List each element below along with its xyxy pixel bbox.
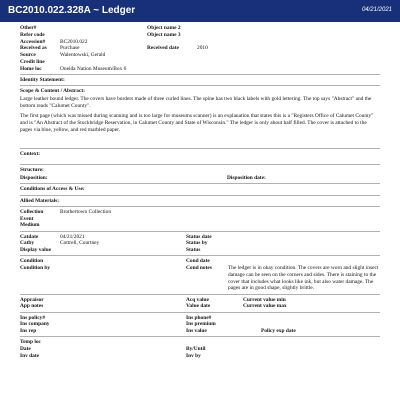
field-value: 04/21/2021: [60, 233, 85, 240]
allied-materials-label: Allied Materials:: [20, 197, 60, 204]
condition-label: Condition: [20, 258, 44, 265]
field-row: [20, 339, 380, 346]
field-label: Credit line: [20, 58, 45, 65]
context-label: Context:: [20, 151, 41, 157]
field-label: Policy exp date: [261, 328, 296, 334]
field-row: [20, 315, 380, 322]
record-header: [0, 0, 400, 22]
medium-label: Medium: [20, 222, 40, 229]
field-row: [20, 32, 380, 39]
field-value: [197, 25, 274, 32]
field-label: Display value: [20, 247, 52, 253]
top-fields: [20, 25, 380, 72]
field-row: [20, 25, 380, 32]
divider: [20, 183, 380, 184]
divider: [20, 255, 380, 256]
divider: [20, 195, 380, 196]
field-row: [20, 66, 380, 73]
field-row: [20, 353, 380, 360]
field-label: Ins policy#: [20, 314, 46, 321]
field-row: [20, 297, 380, 304]
divider: [20, 85, 380, 86]
field-value: [60, 25, 147, 32]
field-label: Current value max: [243, 303, 287, 310]
scope-label: Scope & Content / Abstract:: [20, 88, 85, 94]
field-value: Walentowski, Gerald: [60, 52, 106, 58]
scope-paragraph: Large leather bound ledger. The covers have borders made of three curled lines. The spine has two black labels with gold lettering. The top says "Abstract" and the bottom reads "Calumet County".: [20, 95, 372, 109]
field-label: App notes: [20, 303, 44, 310]
field-value: Oneida Nation Museum/Box 6: [60, 65, 127, 72]
cond-date-label: Cond date: [186, 258, 210, 265]
record-body: [0, 22, 400, 360]
field-row: [20, 234, 380, 241]
divider: [20, 231, 380, 232]
field-label: Object name 3: [147, 31, 181, 38]
record-title: BC2010.022.328A ~ Ledger: [8, 4, 136, 16]
field-label: Current value min: [243, 296, 286, 303]
field-label: Catdate: [20, 233, 39, 240]
field-row: [20, 328, 380, 335]
field-label: Appraisor: [20, 296, 44, 303]
field-label: Ins phone#: [186, 314, 212, 321]
field-row: [20, 59, 380, 66]
divider: [20, 74, 380, 75]
field-label: Source: [20, 52, 36, 58]
condition-row: [20, 258, 380, 265]
field-label: Status date: [186, 233, 212, 240]
field-row: [20, 39, 380, 46]
field-row: [20, 52, 380, 59]
field-label: Received date: [147, 45, 179, 52]
field-label: Object name 2: [147, 25, 181, 31]
condition-by-label: Condition by: [20, 265, 51, 271]
field-label: Home loc: [20, 65, 42, 72]
disposition-date-label: Disposition date:: [227, 175, 266, 181]
field-label: Refer code: [20, 31, 45, 38]
identity-statement-label: Identity Statement:: [20, 76, 65, 83]
field-label: Acq value: [186, 296, 209, 303]
collection-value: Brothertown Collection: [60, 208, 112, 215]
field-row: [20, 222, 380, 229]
record-date: 04/21/2021: [361, 7, 392, 14]
condition-by-row: [20, 265, 380, 292]
field-row: [20, 321, 380, 328]
field-label: Inv date: [20, 352, 40, 359]
field-row: [20, 240, 380, 247]
field-label: Status by: [186, 240, 208, 247]
field-value: 2010: [197, 45, 208, 52]
scope-paragraph: The first page (which was missed during scanning and is too large for museums scanner) is an explanation that states this is a "Registers Office of Calumet County" and is "An Abstract of the Stockbridge Reservation, in Calumet County and State of Wisconsin." The ledger is only about half filled. The cover is attached to the pages via blue, yellow, and red marbled paper.: [20, 113, 374, 133]
field-label: Status: [186, 247, 201, 253]
field-row: [20, 45, 380, 52]
field-label: By/Until: [186, 346, 206, 352]
field-label: Other#: [20, 25, 37, 31]
field-row: [20, 247, 380, 254]
field-label: Ins company: [20, 321, 50, 328]
field-label: Accession#: [20, 38, 46, 45]
field-value: Cottrell, Courtney: [60, 240, 100, 247]
collection-label: Collection: [20, 208, 44, 215]
field-row: [20, 216, 380, 223]
field-label: Ins value: [186, 328, 207, 334]
field-label: Inv by: [186, 352, 201, 359]
disposition-label: Disposition:: [20, 175, 48, 181]
field-value: [60, 59, 147, 66]
divider: [20, 206, 380, 207]
field-value: [60, 32, 147, 39]
field-label: Catby: [20, 240, 35, 247]
spacer: [20, 159, 380, 163]
cond-notes-text: The ledger is in okay condition. The covers are worn and slight insect damage can be seen on the corners and sides. There is staining to the cover that includes what looks like ink, but also water damage. The pages are in good shape, slightly brittle.: [228, 265, 379, 292]
field-row: [20, 303, 380, 310]
field-value: [197, 32, 274, 39]
divider: [20, 312, 380, 313]
field-value: Purchase: [60, 45, 80, 52]
conditions-access-label: Conditions of Access & Use:: [20, 186, 85, 193]
divider: [20, 294, 380, 295]
field-label: Value date: [186, 303, 211, 310]
structure-label: Structure:: [20, 167, 44, 174]
field-row: [20, 209, 380, 216]
divider: [20, 336, 380, 337]
field-row: [20, 346, 380, 353]
cond-notes-label: Cond notes: [186, 265, 212, 271]
field-value: BC2010.022: [60, 38, 88, 45]
field-label: Date: [20, 346, 31, 352]
event-label: Event: [20, 215, 34, 222]
divider: [20, 164, 380, 165]
field-label: Ins rep: [20, 328, 37, 334]
disposition-row: [20, 175, 380, 182]
field-label: Ins premium: [186, 321, 216, 328]
spacer: [20, 138, 380, 147]
divider: [20, 148, 380, 149]
field-label: Received as: [20, 45, 47, 52]
field-label: Temp loc: [20, 339, 41, 346]
